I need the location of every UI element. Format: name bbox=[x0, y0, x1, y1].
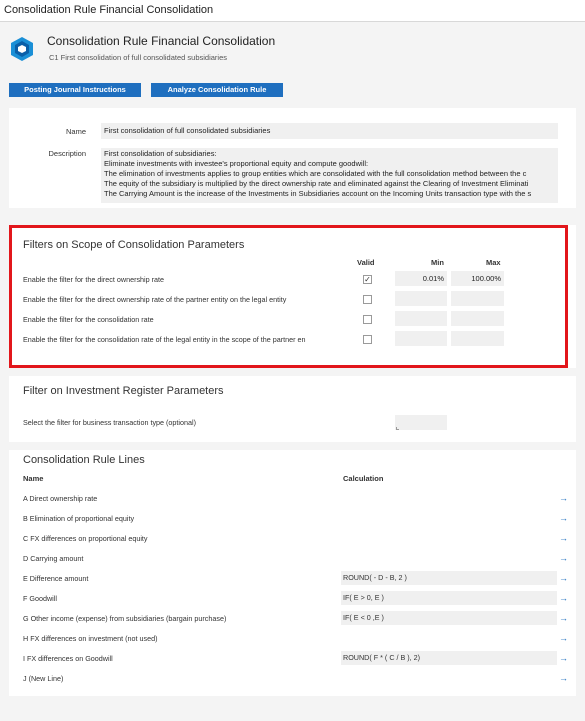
rule-line-name[interactable]: D Carrying amount bbox=[23, 554, 84, 563]
arrow-right-icon[interactable]: → bbox=[559, 593, 568, 603]
window-title: Consolidation Rule Financial Consolidation bbox=[0, 0, 585, 22]
filters-card bbox=[9, 225, 576, 368]
arrow-right-icon[interactable]: → bbox=[559, 533, 568, 543]
rule-line-calculation[interactable]: ROUND( - D - B, 2 ) bbox=[341, 571, 557, 585]
rule-lines-card bbox=[9, 450, 576, 696]
arrow-right-icon[interactable]: → bbox=[559, 613, 568, 623]
rule-line-name[interactable]: B Elimination of proportional equity bbox=[23, 514, 135, 523]
arrow-right-icon[interactable]: → bbox=[559, 573, 568, 583]
description-line: The equity of the subsidiary is multiplied by the direct ownership rate and eliminated against the Clearing of Investment Eliminati bbox=[104, 179, 529, 188]
calculation-column-header: Calculation bbox=[343, 474, 384, 483]
valid-column-header: Valid bbox=[357, 258, 375, 267]
rule-line-name[interactable]: A Direct ownership rate bbox=[23, 494, 98, 503]
analyze-consolidation-rule-button[interactable]: Analyze Consolidation Rule bbox=[151, 83, 283, 97]
investment-card bbox=[9, 376, 576, 442]
description-line: First consolidation of subsidiaries: bbox=[104, 149, 217, 158]
description-label: Description bbox=[48, 149, 86, 158]
filter-max-field[interactable] bbox=[451, 311, 504, 326]
page-subtitle: C1 First consolidation of full consolidated subsidiaries bbox=[49, 53, 228, 62]
details-card bbox=[9, 108, 576, 208]
arrow-right-icon[interactable]: → bbox=[559, 513, 568, 523]
filter-max-field[interactable] bbox=[451, 331, 504, 346]
rule-line-name[interactable]: C FX differences on proportional equity bbox=[23, 534, 148, 543]
filters-section-title: Filters on Scope of Consolidation Parameters bbox=[23, 239, 245, 251]
description-line: Eliminate investments with investee's proportional equity and compute goodwill: bbox=[104, 159, 369, 168]
arrow-right-icon[interactable]: → bbox=[559, 633, 568, 643]
description-field[interactable] bbox=[101, 148, 558, 203]
rule-line-name[interactable]: F Goodwill bbox=[23, 594, 57, 603]
name-label: Name bbox=[65, 127, 86, 136]
arrow-right-icon[interactable]: → bbox=[559, 673, 568, 683]
rule-line-calculation[interactable]: IF( E > 0, E ) bbox=[341, 591, 557, 605]
description-line: The Carrying Amount is the increase of the Investments in Subsidiaries account on the Incoming Units transaction type with the s bbox=[104, 189, 532, 198]
rule-line-name[interactable]: H FX differences on investment (not used) bbox=[23, 634, 158, 643]
rule-line-name[interactable]: E Difference amount bbox=[23, 574, 89, 583]
filter-min-field[interactable] bbox=[395, 291, 447, 306]
filter-row-label: Enable the filter for the consolidation rate of the legal entity in the scope of the partner en bbox=[23, 335, 306, 344]
business-transaction-field[interactable] bbox=[395, 415, 447, 430]
posting-journal-instructions-button[interactable]: Posting Journal Instructions bbox=[9, 83, 141, 97]
filter-valid-checkbox[interactable] bbox=[363, 295, 372, 304]
app-logo-icon bbox=[9, 36, 35, 62]
arrow-right-icon[interactable]: → bbox=[559, 653, 568, 663]
filter-valid-checkbox[interactable] bbox=[363, 335, 372, 344]
rule-line-calculation[interactable]: IF( E < 0 ,E ) bbox=[341, 611, 557, 625]
filter-max-field[interactable] bbox=[451, 291, 504, 306]
filter-min-field[interactable] bbox=[395, 311, 447, 326]
rule-line-name[interactable]: G Other income (expense) from subsidiaries (bargain purchase) bbox=[23, 614, 227, 623]
filter-row-label: Enable the filter for the consolidation rate bbox=[23, 315, 154, 324]
rule-line-name[interactable]: J (New Line) bbox=[23, 674, 64, 683]
investment-section-title: Filter on Investment Register Parameters bbox=[23, 385, 224, 397]
rule-line-name[interactable]: I FX differences on Goodwill bbox=[23, 654, 113, 663]
page-header bbox=[0, 23, 585, 73]
page-title: Consolidation Rule Financial Consolidation bbox=[47, 34, 276, 48]
rule-line-calculation[interactable]: ROUND( F * ( C / B ), 2) bbox=[341, 651, 557, 665]
filter-row-label: Enable the filter for the direct ownership rate bbox=[23, 275, 165, 284]
filter-valid-checkbox[interactable] bbox=[363, 315, 372, 324]
description-line: The elimination of investments applies to group entities which are consolidated with the full consolidation method between the c bbox=[104, 169, 527, 178]
business-transaction-label: Select the filter for business transaction type (optional) bbox=[23, 418, 196, 427]
arrow-right-icon[interactable]: → bbox=[559, 493, 568, 503]
min-column-header: Min bbox=[431, 258, 444, 267]
filter-valid-checkbox[interactable]: ✓ bbox=[364, 275, 371, 284]
filter-min-field[interactable] bbox=[395, 331, 447, 346]
max-column-header: Max bbox=[486, 258, 501, 267]
arrow-right-icon[interactable]: → bbox=[559, 553, 568, 563]
name-field[interactable]: First consolidation of full consolidated subsidiaries bbox=[101, 123, 558, 139]
rule-lines-section-title: Consolidation Rule Lines bbox=[23, 454, 145, 466]
filter-min-field[interactable]: 0.01% bbox=[395, 271, 447, 286]
filter-max-field[interactable]: 100.00% bbox=[451, 271, 504, 286]
name-column-header: Name bbox=[23, 474, 44, 483]
filter-row-label: Enable the filter for the direct ownership rate of the partner entity on the legal entity bbox=[23, 295, 287, 304]
